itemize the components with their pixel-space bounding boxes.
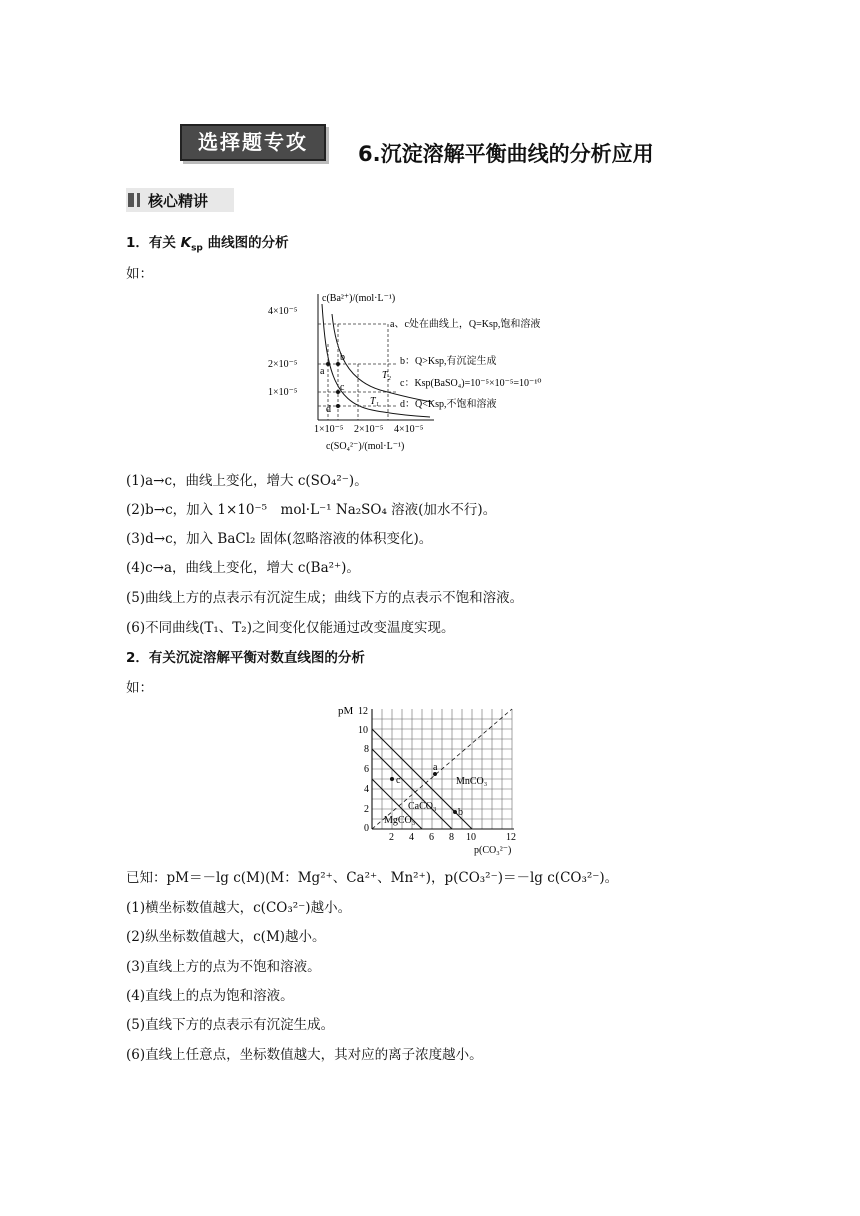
curve-label: T₁ bbox=[370, 396, 380, 407]
svg-text:10: 10 bbox=[358, 725, 368, 736]
fig1-ytick: 2×10⁻⁵ bbox=[268, 359, 298, 370]
fig1-xtick: 4×10⁻⁵ bbox=[394, 424, 424, 435]
point-label: a bbox=[320, 366, 325, 377]
part2-item: (5)直线下方的点表示有沉淀生成。 bbox=[126, 1017, 335, 1033]
svg-text:8: 8 bbox=[449, 832, 454, 843]
part2-heading: 2．有关沉淀溶解平衡对数直线图的分析 bbox=[126, 650, 365, 666]
line-label: MgCO₃ bbox=[384, 815, 416, 826]
part1-item: (2)b→c，加入 1×10⁻⁵ mol·L⁻¹ Na₂SO₄ 溶液(加水不行)。 bbox=[126, 502, 497, 518]
fig1-note: a、c处在曲线上，Q=Ksp,饱和溶液 bbox=[390, 319, 541, 330]
fig1-ytick: 4×10⁻⁵ bbox=[268, 306, 298, 317]
part2-ru: 如： bbox=[126, 680, 153, 696]
fig2-xlabel: p(CO₃²⁻) bbox=[474, 845, 512, 856]
svg-text:12: 12 bbox=[358, 706, 368, 717]
point-label: c bbox=[396, 775, 401, 786]
section-bar-icon bbox=[128, 193, 134, 207]
svg-text:0: 0 bbox=[364, 823, 369, 834]
svg-text:12: 12 bbox=[506, 832, 516, 843]
part1-item: (1)a→c，曲线上变化，增大 c(SO₄²⁻)。 bbox=[126, 473, 368, 489]
svg-text:6: 6 bbox=[429, 832, 434, 843]
fig1-xtick: 2×10⁻⁵ bbox=[354, 424, 384, 435]
part2-item: (1)横坐标数值越大，c(CO₃²⁻)越小。 bbox=[126, 900, 352, 916]
part2-known: 已知：pM＝－lg c(M)(M：Mg²⁺、Ca²⁺、Mn²⁺)，p(CO₃²⁻)＝－lg c(CO₃²⁻)。 bbox=[126, 870, 619, 886]
part1-item: (6)不同曲线(T₁、T₂)之间变化仅能通过改变温度实现。 bbox=[126, 620, 455, 636]
svg-text:10: 10 bbox=[466, 832, 476, 843]
part2-item: (2)纵坐标数值越大，c(M)越小。 bbox=[126, 929, 326, 945]
fig1-note: b：Q>Ksp,有沉淀生成 bbox=[400, 356, 497, 367]
svg-text:8: 8 bbox=[364, 744, 369, 755]
section-header: 核心精讲 bbox=[126, 188, 234, 212]
svg-text:4: 4 bbox=[364, 784, 369, 795]
svg-text:2: 2 bbox=[364, 804, 369, 815]
log-line-figure bbox=[334, 700, 534, 860]
part2-item: (4)直线上的点为饱和溶液。 bbox=[126, 988, 294, 1004]
fig1-ylabel: c(Ba²⁺)/(mol·L⁻¹) bbox=[322, 293, 396, 304]
part1-item: (5)曲线上方的点表示有沉淀生成；曲线下方的点表示不饱和溶液。 bbox=[126, 590, 524, 606]
part2-item: (6)直线上任意点，坐标数值越大，其对应的离子浓度越小。 bbox=[126, 1047, 483, 1063]
curve-label: T₂ bbox=[382, 370, 392, 381]
point-label: b bbox=[458, 807, 463, 818]
fig1-xlabel: c(SO₄²⁻)/(mol·L⁻¹) bbox=[326, 441, 405, 452]
fig2-ylabel: pM bbox=[338, 705, 354, 717]
svg-text:2: 2 bbox=[389, 832, 394, 843]
point-label: c bbox=[340, 382, 345, 393]
fig1-note: c：Ksp(BaSO₄)=10⁻⁵×10⁻⁵=10⁻¹⁰ bbox=[400, 378, 542, 389]
section-bar-icon bbox=[137, 193, 140, 207]
line-label: MnCO₃ bbox=[456, 776, 488, 787]
point-label: a bbox=[433, 762, 438, 773]
fig1-xtick: 1×10⁻⁵ bbox=[314, 424, 344, 435]
svg-text:4: 4 bbox=[409, 832, 414, 843]
fig1-note: d：Q<Ksp,不饱和溶液 bbox=[400, 399, 497, 410]
part1-item: (3)d→c，加入 BaCl₂ 固体(忽略溶液的体积变化)。 bbox=[126, 531, 433, 547]
fig1-ytick: 1×10⁻⁵ bbox=[268, 387, 298, 398]
page-title: 6.沉淀溶解平衡曲线的分析应用 bbox=[358, 142, 654, 166]
topic-banner: 选择题专攻 bbox=[180, 124, 326, 161]
part2-item: (3)直线上方的点为不饱和溶液。 bbox=[126, 959, 321, 975]
ksp-curve-figure bbox=[262, 284, 602, 458]
line-label: CaCO₃ bbox=[408, 801, 437, 812]
point-label: b bbox=[340, 352, 345, 363]
part1-item: (4)c→a，曲线上变化，增大 c(Ba²⁺)。 bbox=[126, 560, 360, 576]
part1-heading: 1．有关 $K_{sp}$ 曲线图的分析 bbox=[126, 235, 289, 254]
part1-ru: 如： bbox=[126, 266, 153, 282]
point-label: d bbox=[326, 404, 331, 415]
svg-text:6: 6 bbox=[364, 764, 369, 775]
